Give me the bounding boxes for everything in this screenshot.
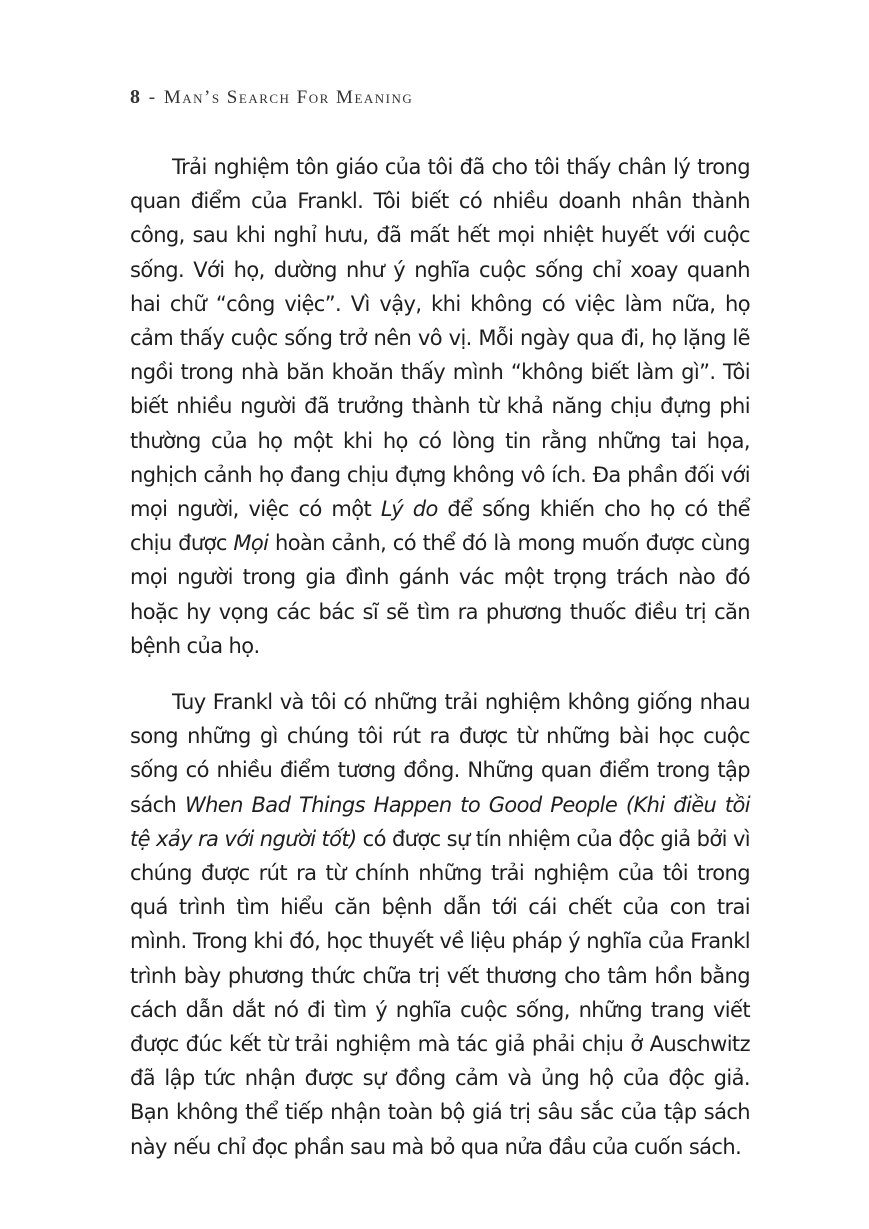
paragraph-2-text-2: có được sự tín nhiệm của độc giả bởi vì chúng được rút ra từ chính những trải nghiệm của tôi trong quá trình tìm hiểu căn bệnh dẫn tới cái chết của con trai mình. Trong khi đó, học thuyết về liệu pháp ý nghĩa của Frankl trình bày phương thức chữa trị vết thương cho tâm hồn bằng cách dẫn dắt nó đi tìm ý nghĩa cuộc sống, những trang viết được đúc kết từ trải nghiệm mà tác giả phải chịu ở Auschwitz đã lập tức nhận được sự đồng cảm và ủng hộ của độc giả. Bạn không thể tiếp nhận toàn bộ giá trị sâu sắc của tập sách này nếu chỉ đọc phần sau mà bỏ qua nửa đầu của cuốn sách. [130,826,751,1159]
paragraph-2-text-1: Tuy Frankl và tôi có những trải nghiệm không giống nhau song những gì chúng tôi rút ra được từ những bài học cuộc sống có nhiều điểm tương đồng. Những quan điểm trong tập sách [130,690,750,817]
paragraph-2 [130,685,750,1164]
running-header [130,86,413,109]
paragraph-2-italic-book-title: When Bad Things Happen to Good People (Khi điều tồi tệ xảy ra với người tốt) [130,792,751,851]
paragraph-1 [130,150,750,663]
paragraph-1-text-1: Trải nghiệm tôn giáo của tôi đã cho tôi thấy chân lý trong quan điểm của Frankl. Tôi biết có nhiều doanh nhân thành công, sau khi nghỉ hưu, đã mất hết mọi nhiệt huyết với cuộc sống. Với họ, dường như ý nghĩa cuộc sống chỉ xoay quanh hai chữ “công việc”. Vì vậy, khi không có việc làm nữa, họ cảm thấy cuộc sống trở nên vô vị. Mỗi ngày qua đi, họ lặng lẽ ngồi trong nhà băn khoăn thấy mình “không biết làm gì”. Tôi biết nhiều người đã trưởng thành từ khả năng chịu đựng phi thường của họ một khi họ có lòng tin rằng những tai họa, nghịch cảnh họ đang chịu đựng không vô ích. Đa phần đối với mọi người, việc có một [130,155,750,522]
body-text [130,150,750,1164]
header-separator: - [148,87,156,108]
paragraph-1-italic-moi: Mọi [233,531,269,556]
book-title: Man’s Search For Meaning [163,87,414,108]
paragraph-1-text-2: để sống khiến cho họ có thể chịu được [130,497,750,556]
paragraph-1-italic-ly-do: Lý do [380,497,438,522]
paragraph-1-text-3: hoàn cảnh, có thể đó là mong muốn được cùng mọi người trong gia đình gánh vác một trọng trách nào đó hoặc hy vọng các bác sĩ sẽ tìm ra phương thuốc điều trị căn bệnh của họ. [130,531,750,658]
page-number: 8 [130,86,140,108]
